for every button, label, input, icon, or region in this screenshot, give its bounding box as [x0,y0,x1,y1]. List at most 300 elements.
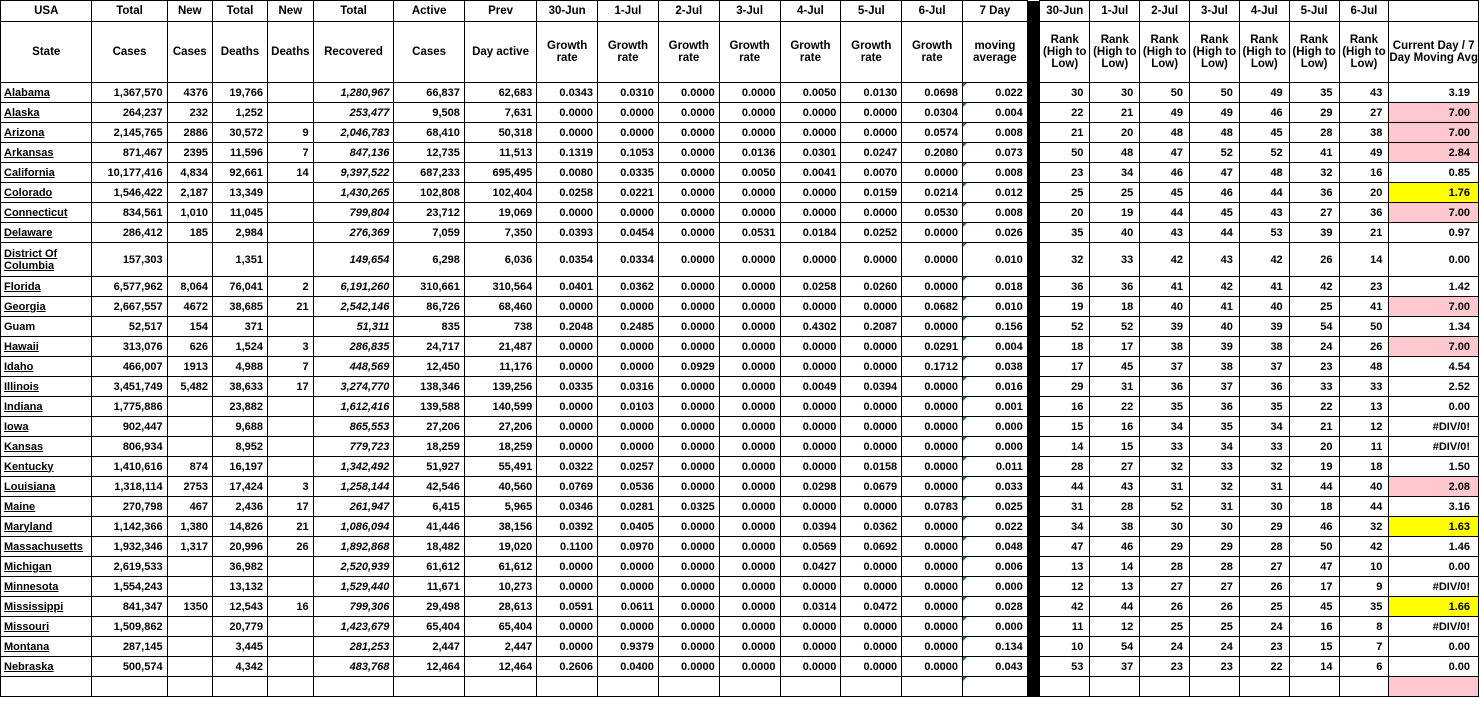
growth-rate-cell: 0.9379 [598,637,659,657]
table-row[interactable] [1,677,1479,697]
cell-total_deaths: 4,342 [212,657,267,677]
rank-cell: 30 [1140,517,1190,537]
state-name[interactable]: Guam [1,317,92,337]
table-row[interactable] [1,183,1479,203]
state-name[interactable]: Alabama [1,83,92,103]
growth-rate-cell: 0.0000 [658,143,719,163]
header-new-deaths: Deaths [268,22,314,83]
column-divider [1027,337,1039,357]
cell-new_deaths: 17 [268,497,314,517]
rank-cell: 35 [1339,597,1389,617]
state-name[interactable]: District Of Columbia [1,243,92,277]
growth-rate-cell: 0.0000 [841,637,902,657]
cell-active: 687,233 [394,163,464,183]
growth-rate-cell: 0.0000 [719,417,780,437]
table-row[interactable] [1,517,1479,537]
rank-cell: 42 [1289,277,1339,297]
growth-rate-cell: 0.0325 [658,497,719,517]
state-name[interactable]: California [1,163,92,183]
header-active-cases: Cases [394,22,464,83]
table-row[interactable] [1,557,1479,577]
header-date-4jul: 4-Jul [780,1,841,22]
rank-cell: 42 [1140,243,1190,277]
rank-cell: 21 [1090,103,1140,123]
cell-new_deaths [268,637,314,657]
header-prev-day-active: Day active [464,22,536,83]
cell-recovered: 1,612,416 [313,397,394,417]
rank-cell: 28 [1140,557,1190,577]
growth-rate-cell [537,677,598,697]
cell-new_deaths [268,617,314,637]
cell-new_cases [167,577,212,597]
cell-active: 66,837 [394,83,464,103]
moving-average-cell: 0.004 [963,337,1028,357]
state-name[interactable]: Alaska [1,103,92,123]
header-total-recovered-top: Total [313,1,394,22]
rank-cell: 39 [1289,223,1339,243]
rank-cell: 7 [1339,637,1389,657]
moving-average-cell: 0.008 [963,123,1028,143]
table-row[interactable] [1,377,1479,397]
table-row[interactable] [1,223,1479,243]
rank-cell: 45 [1239,123,1289,143]
rank-cell: 29 [1140,537,1190,557]
rank-cell: 18 [1090,297,1140,317]
column-divider [1027,297,1039,317]
table-row[interactable] [1,103,1479,123]
growth-rate-cell: 0.0000 [658,163,719,183]
rank-cell: 48 [1140,123,1190,143]
table-row[interactable] [1,617,1479,637]
cell-recovered: 779,723 [313,437,394,457]
growth-rate-cell: 0.0310 [598,83,659,103]
rank-cell: 40 [1090,223,1140,243]
rank-cell: 25 [1190,617,1240,637]
table-row[interactable] [1,637,1479,657]
cell-recovered: 2,542,146 [313,297,394,317]
moving-average-cell: 0.012 [963,183,1028,203]
header-7day-top: 7 Day [963,1,1028,22]
rank-cell: 19 [1090,203,1140,223]
growth-rate-cell: 0.0000 [780,397,841,417]
cell-active: 18,259 [394,437,464,457]
cell-new_deaths [268,223,314,243]
cell-active: 7,059 [394,223,464,243]
table-row[interactable] [1,357,1479,377]
cell-total_deaths: 19,766 [212,83,267,103]
growth-rate-cell: 0.0000 [780,617,841,637]
growth-rate-cell: 0.0000 [902,637,963,657]
moving-average-cell: 0.008 [963,163,1028,183]
rank-cell: 49 [1239,83,1289,103]
state-name[interactable]: Georgia [1,297,92,317]
growth-rate-cell: 0.0000 [658,297,719,317]
growth-rate-cell: 0.0000 [537,357,598,377]
column-divider [1027,477,1039,497]
growth-rate-cell: 0.0136 [719,143,780,163]
state-name[interactable]: Arizona [1,123,92,143]
cell-total_deaths: 38,685 [212,297,267,317]
rank-cell: 42 [1040,597,1090,617]
state-name[interactable]: Hawaii [1,337,92,357]
cell-new_cases [167,397,212,417]
rank-cell: 45 [1289,597,1339,617]
state-name[interactable]: Indiana [1,397,92,417]
growth-rate-cell: 0.0000 [780,337,841,357]
rank-cell: 21 [1289,417,1339,437]
growth-rate-cell: 0.0000 [598,103,659,123]
cell-total_cases: 287,145 [92,637,167,657]
rank-cell: 27 [1090,457,1140,477]
rank-cell: 46 [1090,537,1140,557]
table-row[interactable] [1,437,1479,457]
rank-cell: 25 [1090,183,1140,203]
rank-cell [1339,677,1389,697]
column-divider [1027,163,1039,183]
rank-cell: 33 [1239,437,1289,457]
state-name[interactable]: Arkansas [1,143,92,163]
rank-cell: 31 [1090,377,1140,397]
growth-rate-cell: 0.0000 [537,123,598,143]
header-rank-date-4jul: 4-Jul [1239,1,1289,22]
state-name[interactable]: Idaho [1,357,92,377]
rank-cell: 19 [1289,457,1339,477]
current-vs-7day-cell: 1.50 [1389,457,1479,477]
growth-rate-cell: 0.0000 [780,657,841,677]
growth-rate-cell: 0.0394 [780,517,841,537]
growth-rate-cell: 0.0000 [658,243,719,277]
table-row[interactable] [1,317,1479,337]
cell-active: 24,717 [394,337,464,357]
header-rank-date-3jul: 3-Jul [1190,1,1240,22]
current-vs-7day-cell: 4.54 [1389,357,1479,377]
growth-rate-cell: 0.0000 [902,657,963,677]
cell-prev_day_active: 68,460 [464,297,536,317]
growth-rate-cell: 0.1319 [537,143,598,163]
growth-rate-cell: 0.0401 [537,277,598,297]
rank-cell: 28 [1190,557,1240,577]
cell-prev_day_active: 27,206 [464,417,536,437]
cell-new_cases [167,243,212,277]
rank-cell: 47 [1289,557,1339,577]
growth-rate-cell: 0.0000 [658,597,719,617]
current-vs-7day-cell: 1.34 [1389,317,1479,337]
rank-cell: 40 [1140,297,1190,317]
rank-cell: 10 [1040,637,1090,657]
state-name[interactable]: Louisiana [1,477,92,497]
growth-rate-cell: 0.0000 [719,377,780,397]
growth-rate-cell: 0.0530 [902,203,963,223]
growth-rate-cell: 0.0000 [719,497,780,517]
cell-prev_day_active: 140,599 [464,397,536,417]
current-vs-7day-cell: 3.16 [1389,497,1479,517]
cell-active: 9,508 [394,103,464,123]
state-name[interactable]: Montana [1,637,92,657]
cell-total_deaths: 20,996 [212,537,267,557]
rank-cell: 35 [1140,397,1190,417]
state-name[interactable]: Missouri [1,617,92,637]
growth-rate-cell: 0.0049 [780,377,841,397]
state-name[interactable]: Maryland [1,517,92,537]
rank-cell: 12 [1090,617,1140,637]
cell-total_cases: 313,076 [92,337,167,357]
growth-rate-cell [780,677,841,697]
rank-cell: 53 [1040,657,1090,677]
table-row[interactable] [1,243,1479,277]
cell-active: 6,298 [394,243,464,277]
table-row[interactable] [1,143,1479,163]
table-row[interactable] [1,297,1479,317]
rank-cell: 32 [1190,477,1240,497]
rank-cell [1040,677,1090,697]
rank-cell: 44 [1140,203,1190,223]
growth-rate-cell: 0.0000 [537,557,598,577]
table-row[interactable] [1,417,1479,437]
rank-cell: 44 [1040,477,1090,497]
state-name[interactable]: Massachusetts [1,537,92,557]
growth-rate-cell: 0.0394 [841,377,902,397]
state-name[interactable]: Michigan [1,557,92,577]
cell-new_cases [167,637,212,657]
table-row[interactable] [1,337,1479,357]
moving-average-cell: 0.010 [963,297,1028,317]
rank-cell: 35 [1190,417,1240,437]
growth-rate-cell: 0.0000 [780,203,841,223]
growth-rate-cell: 0.0000 [658,103,719,123]
rank-cell: 40 [1239,297,1289,317]
rank-cell: 26 [1140,597,1190,617]
cell-recovered: 2,046,783 [313,123,394,143]
rank-cell: 30 [1090,83,1140,103]
cell-new_cases: 232 [167,103,212,123]
state-name[interactable]: Connecticut [1,203,92,223]
rank-cell: 37 [1140,357,1190,377]
current-vs-7day-cell: 1.46 [1389,537,1479,557]
cell-new_cases: 5,482 [167,377,212,397]
rank-cell: 30 [1040,83,1090,103]
rank-cell: 44 [1239,183,1289,203]
growth-rate-cell: 0.0159 [841,183,902,203]
table-row[interactable] [1,657,1479,677]
growth-rate-cell: 0.0000 [658,577,719,597]
state-name[interactable]: Iowa [1,417,92,437]
rank-cell: 34 [1190,437,1240,457]
state-name[interactable]: Maine [1,497,92,517]
rank-cell: 47 [1190,163,1240,183]
growth-rate-cell: 0.0335 [598,163,659,183]
rank-cell: 54 [1090,637,1140,657]
growth-rate-cell: 0.0679 [841,477,902,497]
growth-rate-cell: 0.0000 [719,103,780,123]
growth-rate-cell: 0.0000 [780,437,841,457]
growth-rate-cell: 0.0247 [841,143,902,163]
growth-rate-cell: 0.0000 [598,203,659,223]
moving-average-cell: 0.026 [963,223,1028,243]
cell-new_deaths [268,317,314,337]
state-name[interactable]: Florida [1,277,92,297]
cell-total_deaths: 12,543 [212,597,267,617]
cell-new_cases: 2,187 [167,183,212,203]
growth-rate-cell: 0.0000 [537,397,598,417]
rank-cell: 32 [1339,517,1389,537]
cell-active: 51,927 [394,457,464,477]
table-row[interactable] [1,597,1479,617]
header-rank-6jul: Rank (High to Low) [1339,22,1389,83]
current-vs-7day-cell: 0.00 [1389,657,1479,677]
rank-cell: 18 [1040,337,1090,357]
cell-recovered: 276,369 [313,223,394,243]
rank-cell: 20 [1090,123,1140,143]
growth-rate-cell: 0.2080 [902,143,963,163]
rank-cell: 43 [1239,203,1289,223]
growth-rate-cell: 0.0184 [780,223,841,243]
cell-recovered: 281,253 [313,637,394,657]
rank-cell: 52 [1090,317,1140,337]
rank-cell: 38 [1140,337,1190,357]
rank-cell: 30 [1190,517,1240,537]
cell-prev_day_active: 61,612 [464,557,536,577]
growth-rate-cell: 0.0000 [658,617,719,637]
growth-rate-cell: 0.0041 [780,163,841,183]
rank-cell: 17 [1289,577,1339,597]
growth-rate-cell: 0.0000 [902,517,963,537]
rank-cell: 24 [1239,617,1289,637]
cell-recovered: 1,280,967 [313,83,394,103]
rank-cell: 41 [1140,277,1190,297]
rank-cell: 21 [1339,223,1389,243]
cell-new_deaths: 21 [268,517,314,537]
column-divider [1027,203,1039,223]
growth-rate-cell: 0.0000 [841,397,902,417]
table-row[interactable] [1,277,1479,297]
header-rank-1jul: Rank (High to Low) [1090,22,1140,83]
growth-rate-cell: 0.0000 [841,123,902,143]
rank-cell: 33 [1190,457,1240,477]
table-row[interactable] [1,123,1479,143]
cell-total_cases: 1,318,114 [92,477,167,497]
header-rank-3jul: Rank (High to Low) [1190,22,1240,83]
cell-prev_day_active: 12,464 [464,657,536,677]
cell-total_cases: 2,145,765 [92,123,167,143]
rank-cell: 16 [1289,617,1339,637]
state-name[interactable] [1,677,92,697]
growth-rate-cell: 0.0000 [902,277,963,297]
table-row[interactable] [1,397,1479,417]
table-row[interactable] [1,497,1479,517]
rank-cell: 24 [1140,637,1190,657]
growth-rate-cell: 0.0000 [780,123,841,143]
growth-rate-cell: 0.0000 [902,437,963,457]
rank-cell: 25 [1140,617,1190,637]
table-row[interactable] [1,203,1479,223]
rank-cell: 46 [1289,517,1339,537]
cell-total_deaths: 17,424 [212,477,267,497]
growth-rate-cell: 0.0929 [658,357,719,377]
table-row[interactable] [1,83,1479,103]
moving-average-cell: 0.134 [963,637,1028,657]
rank-cell: 22 [1289,397,1339,417]
growth-rate-cell: 0.0000 [658,657,719,677]
moving-average-cell: 0.008 [963,203,1028,223]
state-name[interactable]: Kansas [1,437,92,457]
cell-new_cases: 626 [167,337,212,357]
cell-total_deaths: 9,688 [212,417,267,437]
cell-recovered: 6,191,260 [313,277,394,297]
growth-rate-cell: 0.0346 [537,497,598,517]
rank-cell: 17 [1040,357,1090,377]
moving-average-cell: 0.000 [963,437,1028,457]
state-name[interactable]: Minnesota [1,577,92,597]
current-vs-7day-cell: 3.19 [1389,83,1479,103]
cell-total_deaths: 20,779 [212,617,267,637]
cell-total_deaths: 16,197 [212,457,267,477]
state-name[interactable]: Nebraska [1,657,92,677]
growth-rate-cell: 0.0314 [780,597,841,617]
table-row[interactable] [1,537,1479,557]
rank-cell: 15 [1289,637,1339,657]
rank-cell: 36 [1040,277,1090,297]
state-name[interactable]: Colorado [1,183,92,203]
rank-cell: 39 [1239,317,1289,337]
cell-total_deaths: 92,661 [212,163,267,183]
growth-rate-cell: 0.0000 [780,183,841,203]
growth-rate-cell: 0.0103 [598,397,659,417]
growth-rate-cell: 0.0000 [780,577,841,597]
cell-prev_day_active: 50,318 [464,123,536,143]
table-row[interactable] [1,577,1479,597]
moving-average-cell: 0.073 [963,143,1028,163]
moving-average-cell: 0.018 [963,277,1028,297]
moving-average-cell: 0.048 [963,537,1028,557]
header-growth-3jul: Growth rate [719,22,780,83]
growth-rate-cell: 0.0000 [902,537,963,557]
cell-recovered: 799,306 [313,597,394,617]
header-growth-5jul: Growth rate [841,22,902,83]
growth-rate-cell: 0.0000 [719,477,780,497]
table-row[interactable] [1,457,1479,477]
growth-rate-cell: 0.0000 [841,337,902,357]
cell-new_cases: 2753 [167,477,212,497]
rank-cell: 11 [1040,617,1090,637]
growth-rate-cell: 0.0000 [719,577,780,597]
current-vs-7day-cell: 7.00 [1389,337,1479,357]
growth-rate-cell: 0.0000 [598,297,659,317]
state-name[interactable]: Delaware [1,223,92,243]
state-name[interactable]: Illinois [1,377,92,397]
header-rank-date-30jun: 30-Jun [1040,1,1090,22]
growth-rate-cell: 0.0000 [841,497,902,517]
growth-rate-cell: 0.0000 [658,457,719,477]
moving-average-cell: 0.022 [963,517,1028,537]
rank-cell: 20 [1289,437,1339,457]
moving-average-cell: 0.000 [963,617,1028,637]
table-row[interactable] [1,163,1479,183]
state-name[interactable]: Mississippi [1,597,92,617]
rank-cell: 28 [1040,457,1090,477]
growth-rate-cell: 0.0257 [598,457,659,477]
current-vs-7day-cell: 0.00 [1389,243,1479,277]
cell-new_deaths [268,417,314,437]
rank-cell: 34 [1040,517,1090,537]
table-row[interactable] [1,477,1479,497]
rank-cell: 30 [1239,497,1289,517]
growth-rate-cell: 0.0000 [841,657,902,677]
rank-cell: 14 [1040,437,1090,457]
rank-cell [1140,677,1190,697]
rank-cell: 36 [1289,183,1339,203]
cell-new_deaths: 7 [268,143,314,163]
state-name[interactable]: Kentucky [1,457,92,477]
